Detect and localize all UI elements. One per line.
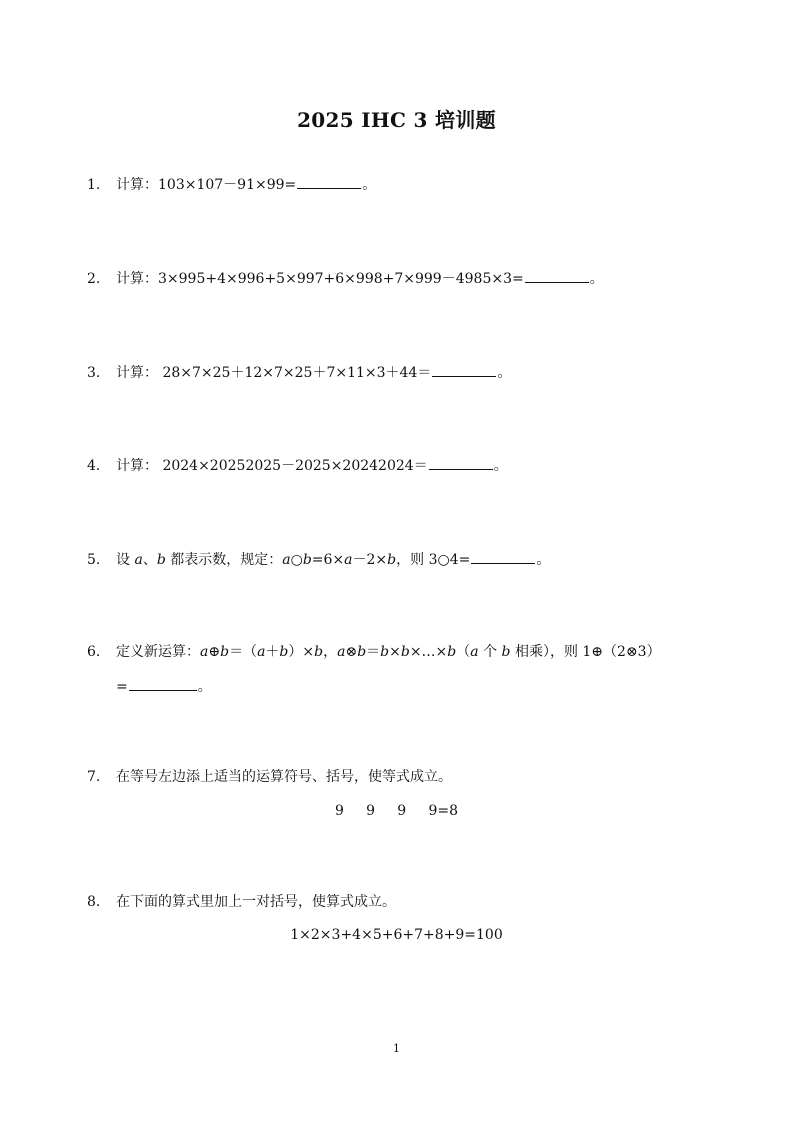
- variable-b: b: [314, 644, 324, 660]
- answer-blank: [129, 677, 197, 691]
- question-text: 在等号左边添上适当的运算符号、括号，使等式成立。: [116, 769, 452, 785]
- variable-a: a: [257, 644, 266, 660]
- question-expression: 2024×20252025－2025×20242024＝: [158, 458, 428, 474]
- variable-b: b: [501, 644, 511, 660]
- question-text: 定义新运算：: [116, 644, 200, 660]
- question-7: [87, 768, 727, 786]
- question-end: 。: [362, 177, 377, 193]
- answer-blank: [525, 269, 589, 283]
- question-number: 3.: [87, 365, 101, 381]
- question-1: [87, 175, 727, 194]
- question-number: 8.: [87, 894, 101, 910]
- question-number: 7.: [87, 769, 101, 785]
- variable-a: a: [134, 552, 143, 568]
- question-text: （: [456, 644, 471, 660]
- question-text: ，: [323, 644, 338, 660]
- question-text: ＝（: [229, 644, 258, 660]
- question-label: 计算：: [116, 365, 158, 381]
- question-6: [87, 643, 727, 661]
- variable-a: a: [200, 644, 209, 660]
- question-text: ）×: [288, 644, 315, 660]
- variable-b: b: [400, 644, 410, 660]
- question-text: ＋: [265, 644, 280, 660]
- question-number: 5.: [87, 552, 101, 568]
- question-7-equation: 9 9 9 9=8: [334, 803, 459, 819]
- question-expression: 3×995+4×996+5×997+6×998+7×999－4985×3=: [158, 271, 524, 287]
- question-number: 1.: [87, 177, 101, 193]
- variable-b: b: [279, 644, 289, 660]
- page-number: 1: [393, 1042, 400, 1055]
- question-text: 、: [142, 552, 157, 568]
- question-text: 在下面的算式里加上一对括号，使算式成立。: [116, 894, 396, 910]
- variable-a: a: [337, 644, 346, 660]
- question-end: 。: [197, 679, 212, 695]
- answer-blank: [429, 456, 493, 470]
- question-end: 。: [536, 552, 551, 568]
- question-label: 计算：: [116, 271, 158, 287]
- operator-symbol: ⊗: [345, 644, 358, 660]
- question-8-equation: 1×2×3+4×5+6+7+8+9=100: [290, 927, 503, 943]
- question-4: [87, 456, 727, 475]
- question-end: 。: [497, 365, 512, 381]
- variable-a: a: [282, 552, 291, 568]
- operator-symbol: ○: [290, 552, 303, 568]
- question-text: 都表示数，规定：: [165, 552, 283, 568]
- question-text: ×: [389, 644, 401, 660]
- question-label: 计算：: [116, 177, 158, 193]
- variable-b: b: [387, 552, 397, 568]
- answer-blank: [432, 363, 496, 377]
- answer-blank: [297, 175, 361, 189]
- variable-b: b: [447, 644, 457, 660]
- question-text: ×…×: [409, 644, 448, 660]
- question-text: =6×: [311, 552, 345, 568]
- question-end: 。: [493, 458, 508, 474]
- variable-b: b: [380, 644, 390, 660]
- operator-symbol: ⊕: [208, 644, 221, 660]
- question-text: ，则 3○4=: [396, 552, 471, 568]
- question-5: [87, 550, 727, 569]
- answer-blank: [471, 550, 535, 564]
- variable-a: a: [344, 552, 353, 568]
- page-title: 2025 IHC 3 培训题: [297, 108, 496, 132]
- question-number: 2.: [87, 271, 101, 287]
- question-label: 计算：: [116, 458, 158, 474]
- variable-b: b: [156, 552, 166, 568]
- question-8: [87, 893, 727, 911]
- question-2: [87, 269, 727, 288]
- question-6-continuation: [116, 677, 756, 696]
- question-text: 个: [478, 644, 502, 660]
- question-text: －2×: [352, 552, 388, 568]
- question-text: 相乘），则 1⊕（2⊗3）: [510, 644, 661, 660]
- question-text: =: [116, 679, 128, 695]
- question-expression: 28×7×25＋12×7×25＋7×11×3＋44＝: [158, 365, 432, 381]
- question-expression: 103×107－91×99=: [158, 177, 297, 193]
- question-number: 6.: [87, 644, 101, 660]
- variable-b: b: [357, 644, 367, 660]
- question-text: 设: [116, 552, 135, 568]
- variable-b: b: [220, 644, 230, 660]
- variable-a: a: [470, 644, 479, 660]
- variable-b: b: [302, 552, 312, 568]
- question-end: 。: [589, 271, 604, 287]
- question-text: ＝: [366, 644, 381, 660]
- question-3: [87, 363, 727, 382]
- question-number: 4.: [87, 458, 101, 474]
